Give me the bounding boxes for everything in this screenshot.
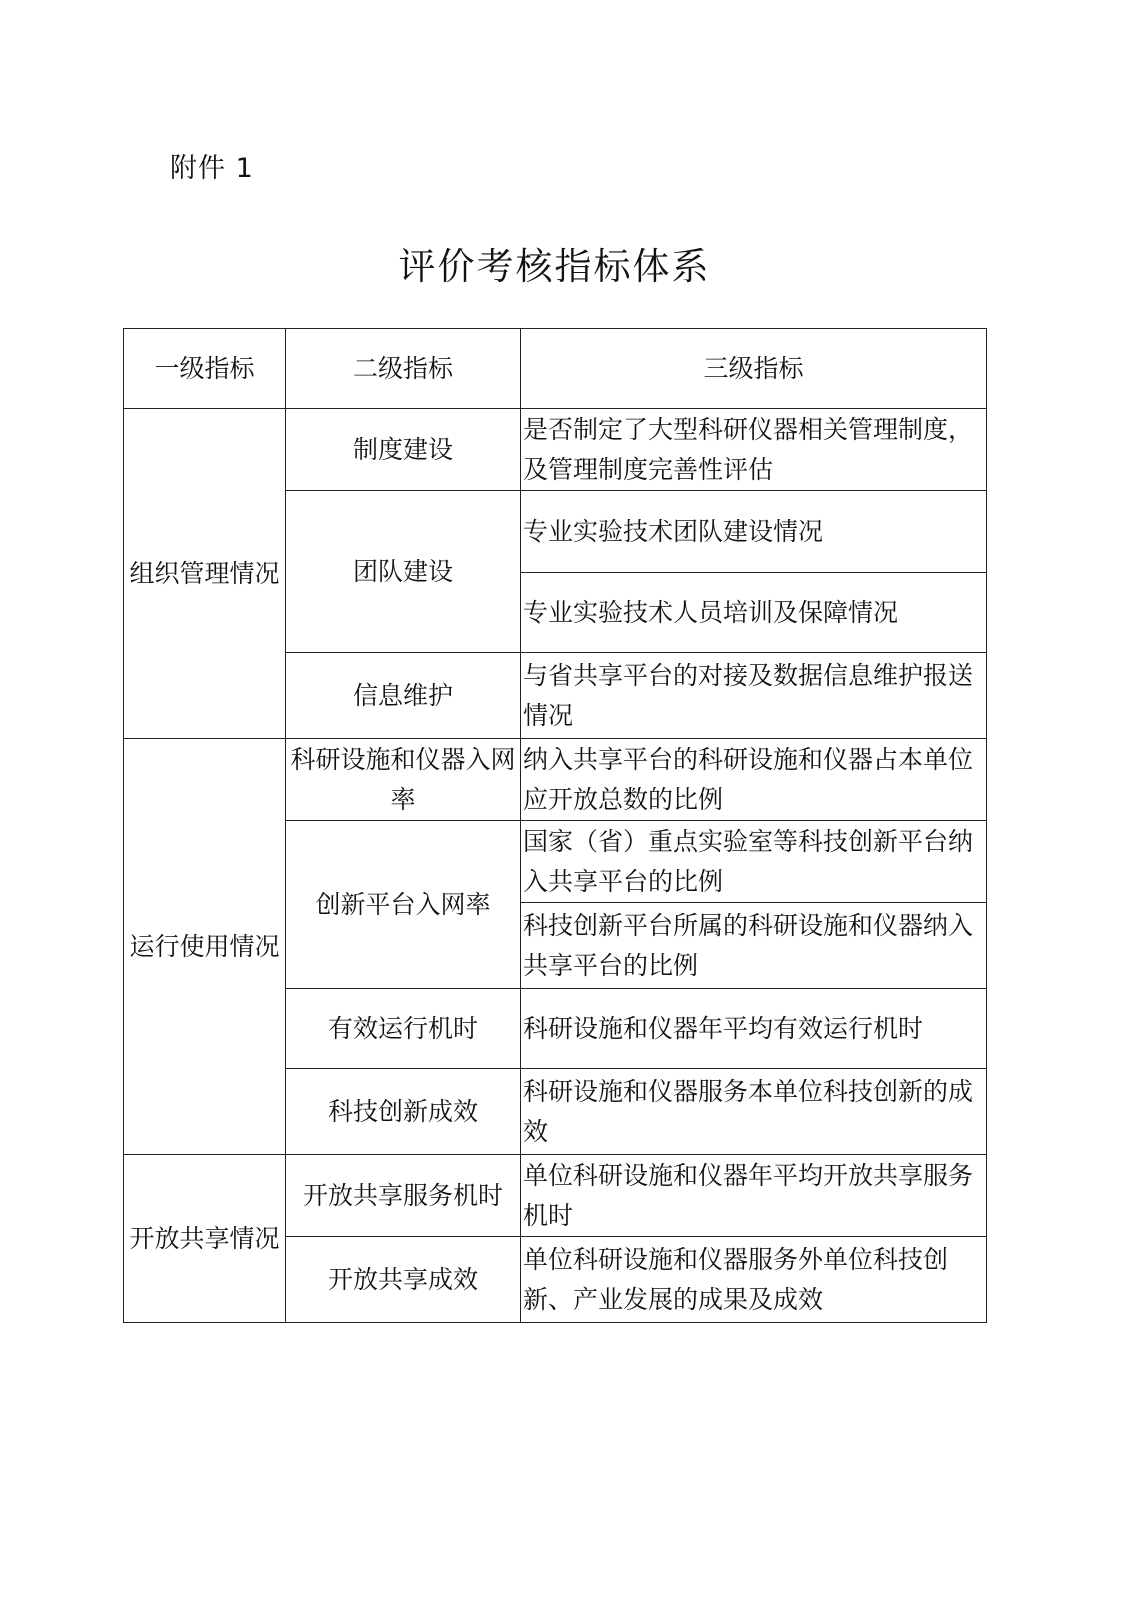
- level3-cell: 专业实验技术团队建设情况: [521, 491, 987, 573]
- level3-cell: 是否制定了大型科研仪器相关管理制度，及管理制度完善性评估: [521, 409, 987, 491]
- level3-cell: 单位科研设施和仪器年平均开放共享服务机时: [521, 1155, 987, 1237]
- level1-cell: 组织管理情况: [124, 409, 286, 739]
- level3-cell: 与省共享平台的对接及数据信息维护报送情况: [521, 653, 987, 739]
- level2-cell: 信息维护: [286, 653, 521, 739]
- table-row: [124, 739, 987, 821]
- header-level1: 一级指标: [124, 329, 286, 409]
- level2-cell: 制度建设: [286, 409, 521, 491]
- table-row: [124, 409, 987, 491]
- level3-cell: 科技创新平台所属的科研设施和仪器纳入共享平台的比例: [521, 903, 987, 989]
- level2-cell: 开放共享成效: [286, 1237, 521, 1323]
- table-header-row: [124, 329, 987, 409]
- table-row: [124, 1155, 987, 1237]
- level2-cell: 创新平台入网率: [286, 821, 521, 989]
- level2-cell: 科研设施和仪器入网率: [286, 739, 521, 821]
- level3-cell: 单位科研设施和仪器服务外单位科技创新、产业发展的成果及成效: [521, 1237, 987, 1323]
- attachment-label: 附件 1: [170, 153, 254, 184]
- level2-cell: 有效运行机时: [286, 989, 521, 1069]
- level1-cell: 开放共享情况: [124, 1155, 286, 1323]
- level2-cell: 开放共享服务机时: [286, 1155, 521, 1237]
- level3-cell: 纳入共享平台的科研设施和仪器占本单位应开放总数的比例: [521, 739, 987, 821]
- level2-cell: 团队建设: [286, 491, 521, 653]
- header-level3: 三级指标: [521, 329, 987, 409]
- level3-cell: 国家（省）重点实验室等科技创新平台纳入共享平台的比例: [521, 821, 987, 903]
- header-level2: 二级指标: [286, 329, 521, 409]
- level1-cell: 运行使用情况: [124, 739, 286, 1155]
- level3-cell: 专业实验技术人员培训及保障情况: [521, 573, 987, 653]
- level2-cell: 科技创新成效: [286, 1069, 521, 1155]
- level3-cell: 科研设施和仪器年平均有效运行机时: [521, 989, 987, 1069]
- level3-cell: 科研设施和仪器服务本单位科技创新的成效: [521, 1069, 987, 1155]
- page-title: 评价考核指标体系: [398, 245, 711, 288]
- indicator-table: [123, 328, 987, 1323]
